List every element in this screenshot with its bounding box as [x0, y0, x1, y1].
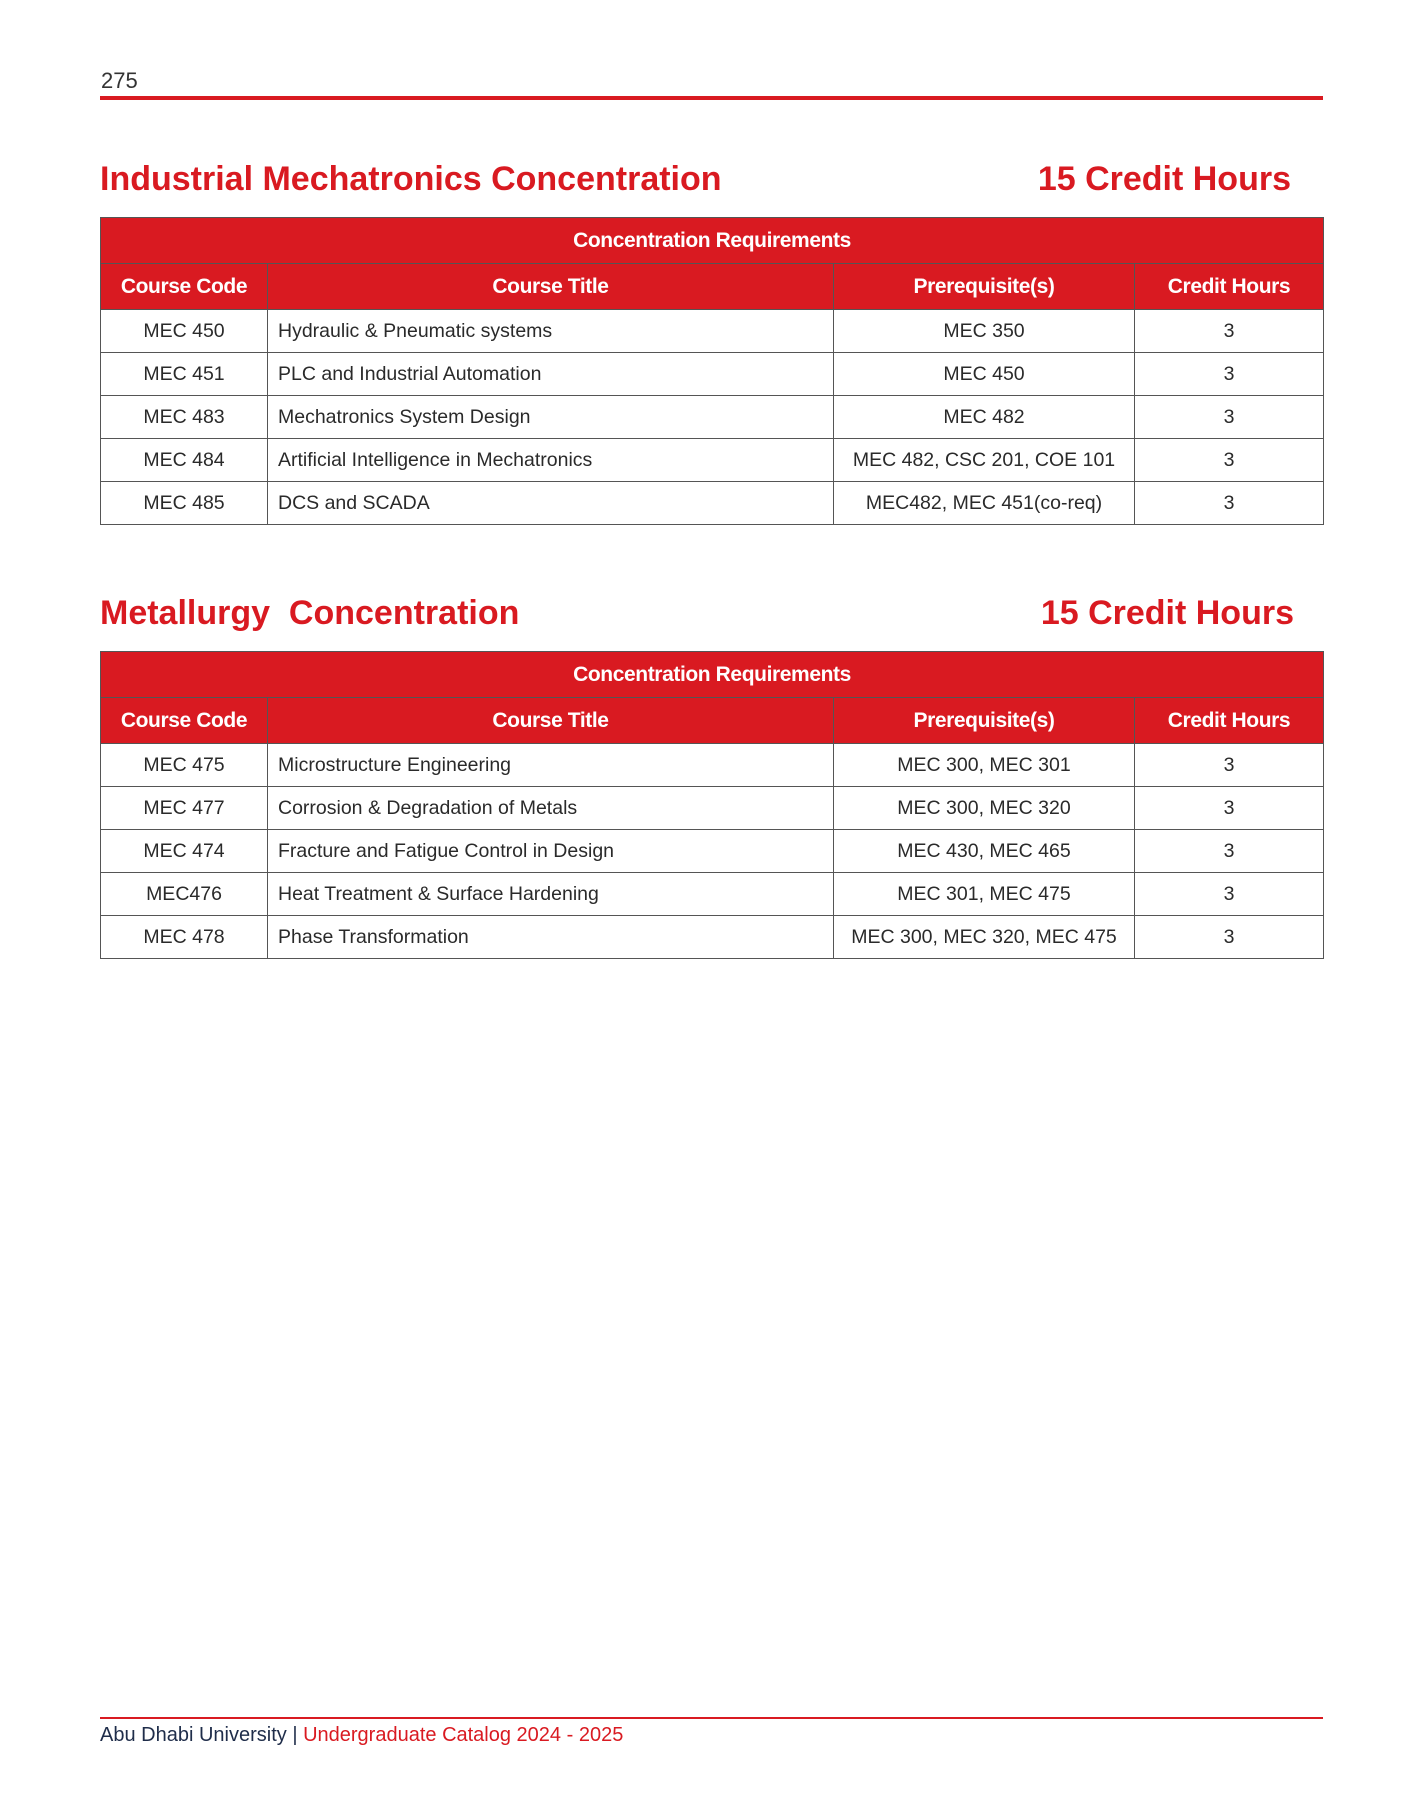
course-code: MEC 450 — [101, 310, 268, 353]
course-title: Artificial Intelligence in Mechatronics — [268, 439, 834, 482]
credit-hours: 3 — [1135, 830, 1324, 873]
course-code: MEC476 — [101, 873, 268, 916]
footer-separator: | — [292, 1724, 298, 1746]
credit-hours: 3 — [1135, 482, 1324, 525]
credit-hours: 3 — [1135, 744, 1324, 787]
table-row — [101, 396, 1324, 439]
course-title: PLC and Industrial Automation — [268, 353, 834, 396]
course-title: Phase Transformation — [268, 916, 834, 959]
credit-hours: 3 — [1135, 787, 1324, 830]
prerequisites: MEC 430, MEC 465 — [834, 830, 1135, 873]
footer-university: Abu Dhabi University — [100, 1724, 287, 1746]
table-row — [101, 353, 1324, 396]
course-code: MEC 478 — [101, 916, 268, 959]
table-row — [101, 787, 1324, 830]
course-code: MEC 475 — [101, 744, 268, 787]
table-caption: Concentration Requirements — [101, 652, 1324, 698]
footer-rule — [100, 1717, 1323, 1719]
course-code: MEC 451 — [101, 353, 268, 396]
credit-hours: 3 — [1135, 916, 1324, 959]
section-heading — [100, 594, 1323, 648]
requirements-table — [100, 217, 1324, 525]
table-caption: Concentration Requirements — [101, 218, 1324, 264]
credit-hours: 3 — [1135, 439, 1324, 482]
table-row — [101, 873, 1324, 916]
column-header: Prerequisite(s) — [834, 698, 1135, 744]
prerequisites: MEC 300, MEC 320, MEC 475 — [834, 916, 1135, 959]
course-code: MEC 474 — [101, 830, 268, 873]
concentration-section-metallurgy — [100, 594, 1323, 948]
table-row — [101, 439, 1324, 482]
prerequisites: MEC 300, MEC 320 — [834, 787, 1135, 830]
course-title: Corrosion & Degradation of Metals — [268, 787, 834, 830]
column-header: Course Code — [101, 698, 268, 744]
table-row — [101, 310, 1324, 353]
prerequisites: MEC 350 — [834, 310, 1135, 353]
credit-hours: 3 — [1135, 873, 1324, 916]
table-row — [101, 744, 1324, 787]
credit-hours: 3 — [1135, 396, 1324, 439]
section-title: Metallurgy Concentration — [100, 594, 520, 632]
credit-hours: 3 — [1135, 353, 1324, 396]
prerequisites: MEC 450 — [834, 353, 1135, 396]
column-header: Prerequisite(s) — [834, 264, 1135, 310]
course-title: Mechatronics System Design — [268, 396, 834, 439]
page-number: 275 — [101, 68, 138, 93]
course-code: MEC 485 — [101, 482, 268, 525]
prerequisites: MEC482, MEC 451(co-req) — [834, 482, 1135, 525]
section-credit-total: 15 Credit Hours — [1040, 594, 1294, 632]
prerequisites: MEC 482 — [834, 396, 1135, 439]
footer-catalog-title: Undergraduate Catalog 2024 - 2025 — [303, 1724, 624, 1746]
table-row — [101, 916, 1324, 959]
section-credit-total: 15 Credit Hours — [1037, 160, 1291, 198]
column-header: Credit Hours — [1135, 698, 1324, 744]
course-code: MEC 477 — [101, 787, 268, 830]
requirements-table — [100, 651, 1324, 959]
concentration-section-mechatronics — [100, 160, 1323, 514]
column-header: Course Title — [268, 264, 834, 310]
prerequisites: MEC 482, CSC 201, COE 101 — [834, 439, 1135, 482]
credit-hours: 3 — [1135, 310, 1324, 353]
prerequisites: MEC 301, MEC 475 — [834, 873, 1135, 916]
column-header: Course Code — [101, 264, 268, 310]
section-title: Industrial Mechatronics Concentration — [100, 160, 722, 198]
header-rule — [100, 96, 1323, 100]
table-row — [101, 830, 1324, 873]
prerequisites: MEC 300, MEC 301 — [834, 744, 1135, 787]
column-header: Credit Hours — [1135, 264, 1324, 310]
course-title: Microstructure Engineering — [268, 744, 834, 787]
footer — [100, 1724, 623, 1747]
course-title: Heat Treatment & Surface Hardening — [268, 873, 834, 916]
table-row — [101, 482, 1324, 525]
section-heading — [100, 160, 1323, 214]
course-title: Hydraulic & Pneumatic systems — [268, 310, 834, 353]
column-header: Course Title — [268, 698, 834, 744]
course-title: DCS and SCADA — [268, 482, 834, 525]
course-code: MEC 484 — [101, 439, 268, 482]
course-title: Fracture and Fatigue Control in Design — [268, 830, 834, 873]
course-code: MEC 483 — [101, 396, 268, 439]
